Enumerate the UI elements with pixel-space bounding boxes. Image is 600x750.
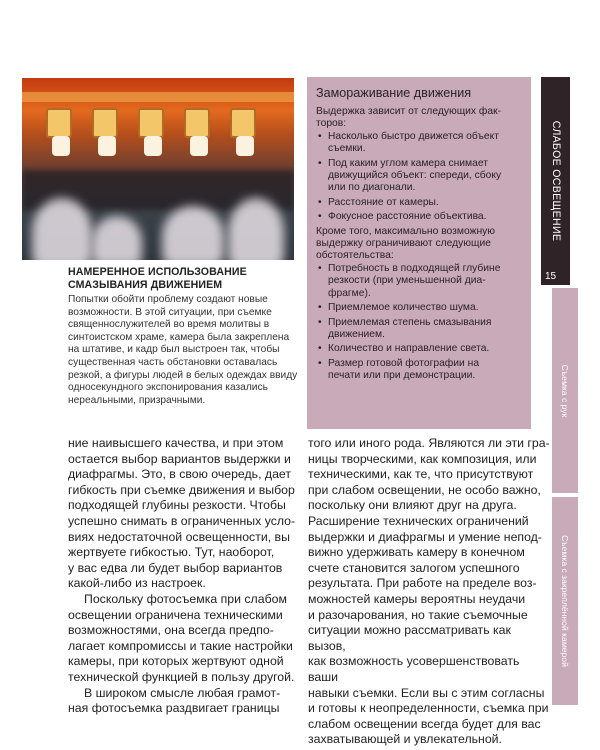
- body-line: ная фотосъемка раздвигает границы: [68, 701, 280, 716]
- factor-item: [316, 211, 522, 223]
- sidebar-line: выдержку ограничивают следующие: [316, 238, 491, 250]
- limit-line: Количество и направление света.: [328, 343, 490, 355]
- body-line: того или иного рода. Являются ли эти гра-: [308, 436, 550, 450]
- limit-line: Размер готовой фотографии на: [328, 357, 480, 369]
- body-line: технической функцией в пользу другой.: [68, 669, 295, 684]
- caption-heading-line: СМАЗЫВАНИЯ ДВИЖЕНИЕМ: [68, 279, 223, 291]
- body-line: слабом освещении всегда будет для вас: [308, 716, 541, 731]
- body-line: и готовы к неопределенности, съемка при: [308, 701, 549, 716]
- body-line: возможностями, она всегда предпо-: [68, 623, 274, 638]
- factor-line: движущийся объект: спереди, сбоку: [328, 170, 502, 182]
- limit-item: [316, 302, 522, 314]
- section-tab-label: Съемка с рук: [560, 364, 570, 417]
- body-line: гибкость при съемке движения и выбор: [68, 482, 295, 497]
- limit-line: печати или при демонстрации.: [328, 370, 476, 382]
- photo-shrine: [138, 108, 164, 138]
- temple-photo: [22, 78, 294, 260]
- limit-item: [316, 263, 522, 300]
- body-line: остается выбор вариантов выдержки и: [68, 451, 291, 466]
- factor-line: Расстояние от камеры.: [328, 196, 439, 208]
- body-line: Поскольку фотосъемка при слабом: [84, 591, 287, 606]
- caption-line: возможности. В этой ситуации, при съемке: [68, 306, 272, 318]
- body-line: навыки съемки. Если вы с этим согласны: [308, 685, 545, 700]
- limit-line: Приемлемое количество шума.: [328, 302, 479, 314]
- body-line: захватывающей и увлекательной.: [308, 732, 502, 747]
- chapter-tab-label: СЛАБОЕ ОСВЕЩЕНИЕ: [549, 120, 562, 242]
- sidebar-title: Замораживание движения: [316, 86, 472, 100]
- factor-item: [316, 131, 522, 156]
- body-line: результата. При работе на пределе воз-: [308, 576, 537, 591]
- caption-line: на штативе, и кадр был выстроен так, чтобы: [68, 344, 280, 356]
- body-line: успешно снимать в ограниченных усло-: [68, 513, 296, 528]
- body-line: ницы творческими, как композиция, или: [308, 451, 537, 466]
- caption-line: синтоистском храме, камера была закреплена: [68, 331, 290, 343]
- caption-line: священнослужителей во время молитвы в: [68, 319, 270, 331]
- caption-heading-line: НАМЕРЕННОЕ ИСПОЛЬЗОВАНИЕ: [68, 266, 247, 278]
- body-line: Расширение технических ограничений: [308, 513, 529, 528]
- photo-shrine: [46, 108, 72, 138]
- sidebar-line: торов:: [316, 118, 347, 130]
- sidebar-middle: [316, 226, 522, 263]
- photo-figure-blur: [32, 198, 92, 260]
- chapter-tab-low-light[interactable]: [541, 77, 570, 285]
- sidebar-line: Выдержка зависит от следующих фак-: [316, 106, 502, 117]
- body-paragraph: [68, 686, 296, 717]
- photo-shrine: [92, 108, 118, 138]
- photo-lantern: [190, 136, 208, 156]
- body-paragraph: [308, 436, 550, 748]
- photo-shrine: [230, 108, 256, 138]
- limit-item: [316, 343, 522, 355]
- limit-line: резкости (при уменьшенной диа-: [328, 275, 486, 287]
- factor-item: [316, 158, 522, 195]
- sidebar-intro: [316, 106, 522, 131]
- body-line: В широком смысле любая грамот-: [84, 685, 281, 700]
- photo-figure-blur: [162, 206, 224, 260]
- factor-item: [316, 197, 522, 209]
- body-line: ситуации можно рассматривать как вызов,: [308, 623, 511, 653]
- factor-list: [316, 131, 522, 224]
- body-line: виях недостаточной освещенности, вы: [68, 529, 290, 544]
- body-line: лагает компромиссы и такие настройки: [68, 638, 293, 653]
- caption-line: существенная часть обстановки оставалась: [68, 356, 278, 368]
- factor-line: съемки.: [328, 143, 366, 155]
- factor-line: Насколько быстро движется объект: [328, 130, 499, 142]
- body-line: освещении ограничена техническими: [68, 607, 283, 622]
- body-line: можностей камеры вероятны неудачи: [308, 591, 526, 606]
- section-tab-fixed-camera[interactable]: [552, 497, 578, 705]
- caption-line: резкой, а фигуры людей в белых одеждах ввиду: [68, 369, 298, 381]
- body-line: как возможность усовершенствовать ваши: [308, 654, 520, 684]
- photo-lantern: [236, 136, 254, 156]
- caption-line: нереальными, призрачными.: [68, 394, 206, 406]
- section-tab-label: Съемка с закреплённой камерой: [560, 535, 570, 667]
- body-line: диафрагмы. Это, в свою очередь, дает: [68, 467, 291, 482]
- body-paragraph: [68, 592, 296, 686]
- photo-lantern: [52, 136, 70, 156]
- body-line: вижно удерживать камеру в конечном: [308, 545, 525, 560]
- caption-text: [68, 294, 298, 407]
- body-column-right: [308, 436, 550, 748]
- limit-line: фрагме).: [328, 287, 371, 299]
- factor-line: Фокусное расстояние объектива.: [328, 211, 487, 223]
- body-line: подходящей глубины резкости. Чтобы: [68, 498, 286, 513]
- body-line: техническими, как те, что присутствуют: [308, 467, 534, 482]
- sidebar-line: Кроме того, максимально возможную: [316, 225, 496, 237]
- limit-list: [316, 263, 522, 383]
- limit-line: Приемлемая степень смазывания: [328, 316, 492, 328]
- section-tab-handheld[interactable]: [552, 288, 578, 493]
- limit-line: движением.: [328, 328, 385, 340]
- body-line: жертвуете гибкостью. Тут, наоборот,: [68, 545, 275, 560]
- body-line: и разочарования, но такие съемочные: [308, 607, 528, 622]
- sidebar-line: обстоятельства:: [316, 250, 394, 262]
- body-line: ние наивысшего качества, и при этом: [68, 436, 284, 450]
- body-line: камеры, при которых жертвуют одной: [68, 654, 284, 669]
- limit-line: Потребность в подходящей глубине: [328, 262, 501, 274]
- caption-line: Попытки обойти проблему создают новые: [68, 294, 268, 305]
- limit-item: [316, 358, 522, 383]
- photo-shrine: [184, 108, 210, 138]
- photo-figure-blur: [228, 198, 284, 260]
- photo-caption: [68, 266, 298, 407]
- photo-lantern: [98, 136, 116, 156]
- caption-heading: [68, 266, 298, 292]
- body-line: счете становится залогом успешного: [308, 560, 520, 575]
- factor-line: Под каким углом камера снимает: [328, 157, 488, 169]
- body-line: выдержки и диафрагмы и умение непод-: [308, 529, 542, 544]
- body-line: у вас едва ли будет выбор вариантов: [68, 560, 283, 575]
- photo-beam: [22, 92, 294, 102]
- page-number: 15: [545, 271, 557, 282]
- caption-line: односекундного экспонирования казались: [68, 382, 268, 394]
- body-line: поскольку они влияют друг на друга.: [308, 498, 517, 513]
- sidebar-box: [307, 77, 531, 429]
- body-line: какой-либо из настроек.: [68, 576, 206, 591]
- photo-lantern: [144, 136, 162, 156]
- body-paragraph: [68, 436, 296, 592]
- photo-figure-blur: [92, 216, 142, 260]
- factor-line: или по диагонали.: [328, 182, 416, 194]
- limit-item: [316, 317, 522, 342]
- body-column-left: [68, 436, 296, 717]
- body-line: при слабом освещении, не особо важно,: [308, 482, 541, 497]
